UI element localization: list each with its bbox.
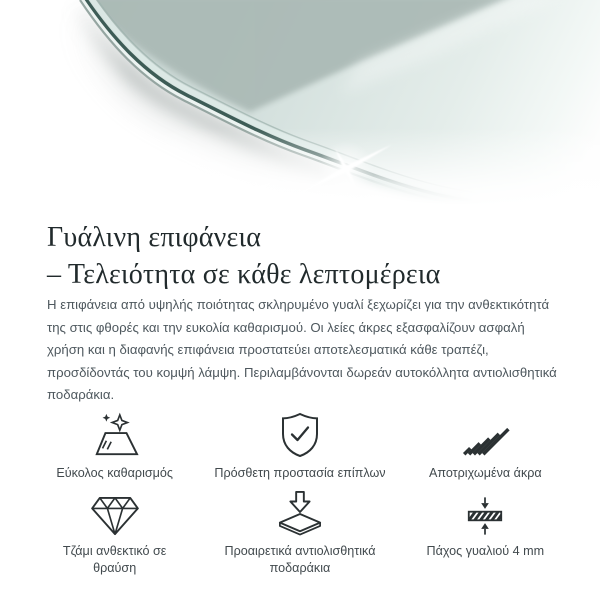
hero-bottom-fade	[0, 125, 600, 215]
features-grid	[22, 410, 578, 577]
hero-image	[0, 0, 600, 215]
shield-check-icon	[280, 410, 320, 458]
feature-label: Πάχος γυαλιού 4 mm	[426, 544, 545, 558]
features-row-1	[22, 410, 578, 482]
features-row-2	[22, 488, 578, 577]
anti-slip-feet-icon	[275, 488, 325, 536]
feature-anti-slip-feet	[207, 488, 392, 577]
feature-shatter-resistant	[22, 488, 207, 577]
diamond-icon	[90, 488, 140, 536]
feature-polished-edges	[393, 410, 578, 482]
product-description: Η επιφάνεια από υψηλής ποιότητας σκληρυμένο γυαλί ξεχωρίζει για την ανθεκτικότητά της στις φθορές και την ευκολία καθαρισμού. Οι λείες άκρες εξασφαλίζουν ασφαλή χρήση και η διαφανής επιφάνεια προστατεύει αποτελεσματικά κάθε τραπέζι, προσδίδοντάς του κομψή λάμψη. Περιλαμβάνονται δωρεάν αυτοκόλλητα αντιολισθητικά ποδαράκια.	[47, 297, 557, 402]
feature-label: Εύκολος καθαρισμός	[56, 466, 173, 480]
glass-photo-svg	[0, 0, 600, 215]
sparkle-clean-icon	[88, 410, 142, 458]
feature-label: Προαιρετικά αντιολισθητικά ποδαράκια	[224, 544, 376, 575]
feature-label: Αποτριχωμένα άκρα	[428, 466, 542, 480]
page-title-line1: Γυάλινη επιφάνεια	[47, 222, 262, 253]
page-title	[47, 219, 441, 293]
feature-glass-thickness	[393, 488, 578, 577]
page-title-line2: – Τελειότητα σε κάθε λεπτομέρεια	[47, 259, 441, 290]
feature-easy-cleaning	[22, 410, 207, 482]
feature-label: Τζάμι ανθεκτικό σε θραύση	[62, 544, 167, 575]
feature-label: Πρόσθετη προστασία επίπλων	[214, 466, 386, 480]
glass-thickness-icon	[464, 488, 506, 536]
feature-furniture-protection	[207, 410, 392, 482]
polished-edges-icon	[459, 410, 511, 458]
